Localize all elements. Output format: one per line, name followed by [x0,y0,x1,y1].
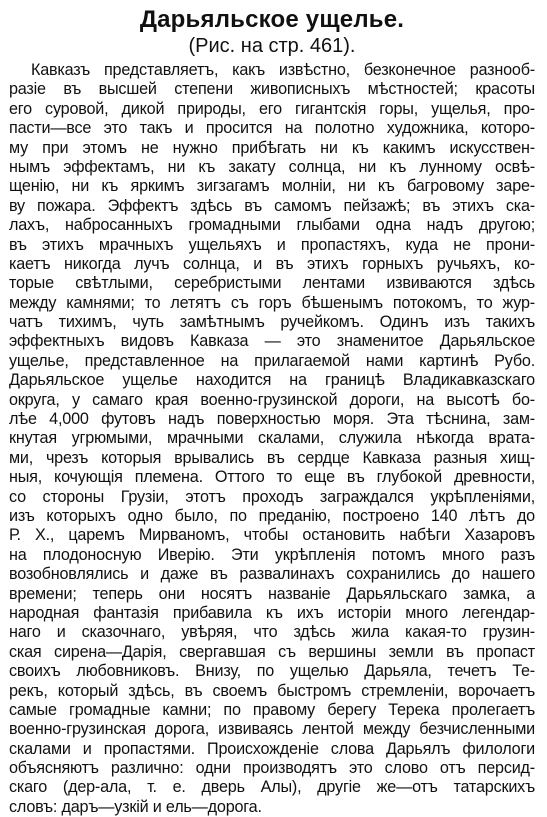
body-line: своихъ любовниковъ. Внизу, по ущелью Дарьяла, течетъ Те- [9,662,535,681]
body-line: на плодоносную Иверію. Эти укрѣпленія потомъ много разъ [9,545,535,564]
body-line: времени; теперь они носятъ названіе Дарьяльскаго замка, а [9,584,535,603]
body-line: народная фантазія прибавила къ ихъ исторіи много легендар- [9,603,535,622]
body-line: возобновлялись и даже въ развалинахъ сохранились до нашего [9,565,535,584]
body-line: военно-грузинская дорога, извиваясь лентой между безчисленными [9,720,535,739]
body-line: чатъ тихимъ, чуть замѣтнымъ ручейкомъ. Одинъ изъ такихъ [9,313,535,332]
body-line: нымъ эффектамъ, ни къ закату солнца, ни къ лунному освѣ- [9,157,535,176]
article-body [9,61,535,817]
body-line: му при этомъ не нужно прибѣгать ни къ какимъ искусствен- [9,138,535,157]
body-line: объясняютъ различно: одни производятъ это слово отъ персид- [9,759,535,778]
body-line: лѣе 4,000 футовъ надъ поверхностью моря. Эта тѣснина, зам- [9,410,535,429]
body-line: ми, чрезъ которыя врывались въ сердце Кавказа разныя хищ- [9,448,535,467]
body-line: щенію, ни къ яркимъ зигзагамъ молніи, ни къ багровому заре- [9,177,535,196]
body-line: со стороны Грузіи, этотъ проходъ заграждался укрѣпленіями, [9,487,535,506]
body-line: пасти—все это такъ и просится на полотно художника, которо- [9,119,535,138]
body-line: торые свѣтлыми, серебристыми лентами извиваются здѣсь [9,274,535,293]
body-line: разіе въ высшей степени живописныхъ мѣстностей; красоты [9,80,535,99]
body-line: между камнями; то летятъ съ горъ бѣшенымъ потокомъ, то жур- [9,293,535,312]
article-title: Дарьяльское ущелье. [139,6,405,33]
body-line: изъ которыхъ одно было, по преданію, построено 140 лѣтъ до [9,506,535,525]
body-line: кнутая угрюмыми, мрачными скалами, служила нѣкогда врата- [9,429,535,448]
figure-reference: (Рис. на стр. 461). [188,35,356,57]
body-line: ская сирена—Дарія, свергавшая съ вершины земли въ пропаст [9,642,535,661]
body-line: эффектныхъ видовъ Кавказа — это знаменитое Дарьяльское [9,332,535,351]
body-line: въ этихъ мрачныхъ ущельяхъ и пропастяхъ, куда не прони- [9,235,535,254]
body-line: самые громадные камни; по правому берегу Терека пролегаетъ [9,700,535,719]
body-line: ныя, кочующія племена. Оттого то еще въ глубокой древности, [9,468,535,487]
body-line: его суровой, дикой природы, его гигантскія горы, ущелья, про- [9,99,535,118]
body-line: скаго (дер-ала, т. е. дверь Алы), другіе же—отъ татарскихъ [9,778,535,797]
body-line: Р. Х., царемъ Мирваномъ, чтобы остановить набѣги Хазаровъ [9,526,535,545]
body-line: рекъ, который здѣсь, въ своемъ быстромъ стремленіи, ворочаетъ [9,681,535,700]
body-line: каетъ никогда лучъ солнца, и въ этихъ горныхъ ручьяхъ, ко- [9,254,535,273]
body-line: скалами и пропастями. Происхожденіе слова Дарьялъ филологи [9,739,535,758]
body-line: Кавказъ представляетъ, какъ извѣстно, безконечное разнооб- [31,61,535,79]
body-line: наго и сказочнаго, увѣряя, что здѣсь жила какая-то грузин- [9,623,535,642]
body-line: словъ: даръ—узкій и ель—дорога. [9,797,262,816]
body-line: округа, у самаго края военно-грузинской дороги, на высотѣ бо- [9,390,535,409]
body-line: лахъ, набросанныхъ громадными глыбами одна надъ другою; [9,216,535,235]
body-line: ву пожара. Эффектъ здѣсь въ самомъ пейзажѣ; въ этихъ ска- [9,196,535,215]
body-line: Дарьяльское ущелье находится на границѣ Владикавказскаго [9,371,535,390]
body-line: ущелье, представленное на прилагаемой нами картинѣ Рубо. [9,351,535,370]
